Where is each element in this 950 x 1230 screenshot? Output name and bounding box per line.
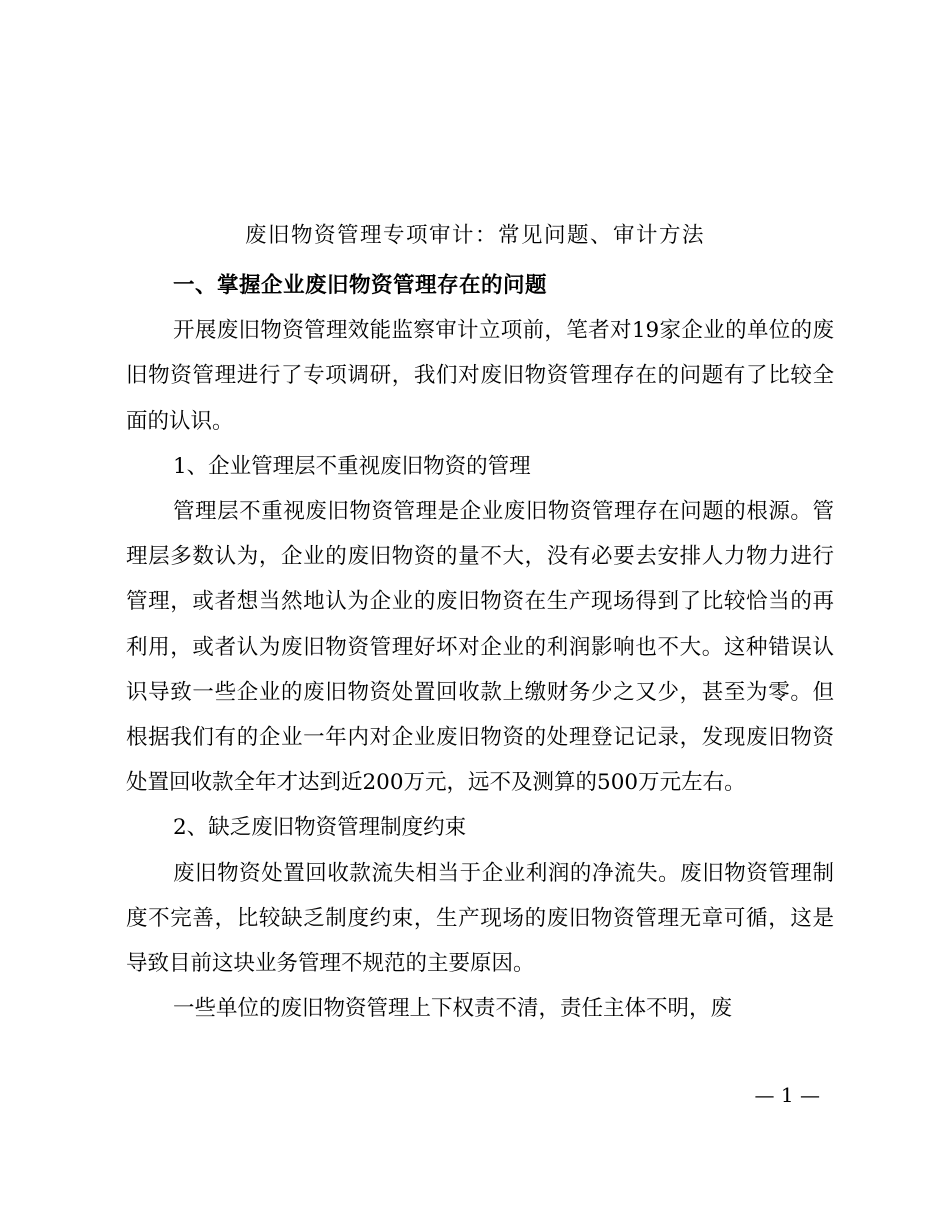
subheading-management-neglect: 1、企业管理层不重视废旧物资的管理 [173, 453, 531, 479]
section-heading: 一、掌握企业废旧物资管理存在的问题 [173, 273, 548, 298]
paragraph-lack-of-rules: 废旧物资处置回收款流失相当于企业利润的净流失。废旧物资管理制度不完善，比较缺乏制度约束，生产现场的废旧物资管理无章可循，这是导致目前这块业务管理不规范的主要原因。 [126, 860, 834, 977]
subheading-lack-of-rules: 2、缺乏废旧物资管理制度约束 [173, 815, 467, 841]
document-body [126, 263, 834, 1031]
paragraph-intro: 开展废旧物资管理效能监察审计立项前，笔者对19家企业的单位的废旧物资管理进行了专项调研，我们对废旧物资管理存在的问题有了比较全面的认识。 [126, 318, 834, 434]
document-title: 废旧物资管理专项审计：常见问题、审计方法 [244, 223, 705, 248]
paragraph-responsibility: 一些单位的废旧物资管理上下权责不清，责任主体不明，废 [173, 996, 733, 1022]
paragraph-management-neglect: 管理层不重视废旧物资管理是企业废旧物资管理存在问题的根源。管理层多数认为，企业的废旧物资的量不大，没有必要去安排人力物力进行管理，或者想当然地认为企业的废旧物资在生产现场得到了比较恰当的再利用，或者认为废旧物资管理好坏对企业的利润影响也不大。这种错误认识导致一些企业的废旧物资处置回收款上缴财务少之又少，甚至为零。但根据我们有的企业一年内对企业废旧物资的处理登记记录，发现废旧物资处置回收款全年才达到近200万元，远不及测算的500万元左右。 [126, 499, 834, 796]
page-number: — 1 — [754, 1083, 820, 1107]
